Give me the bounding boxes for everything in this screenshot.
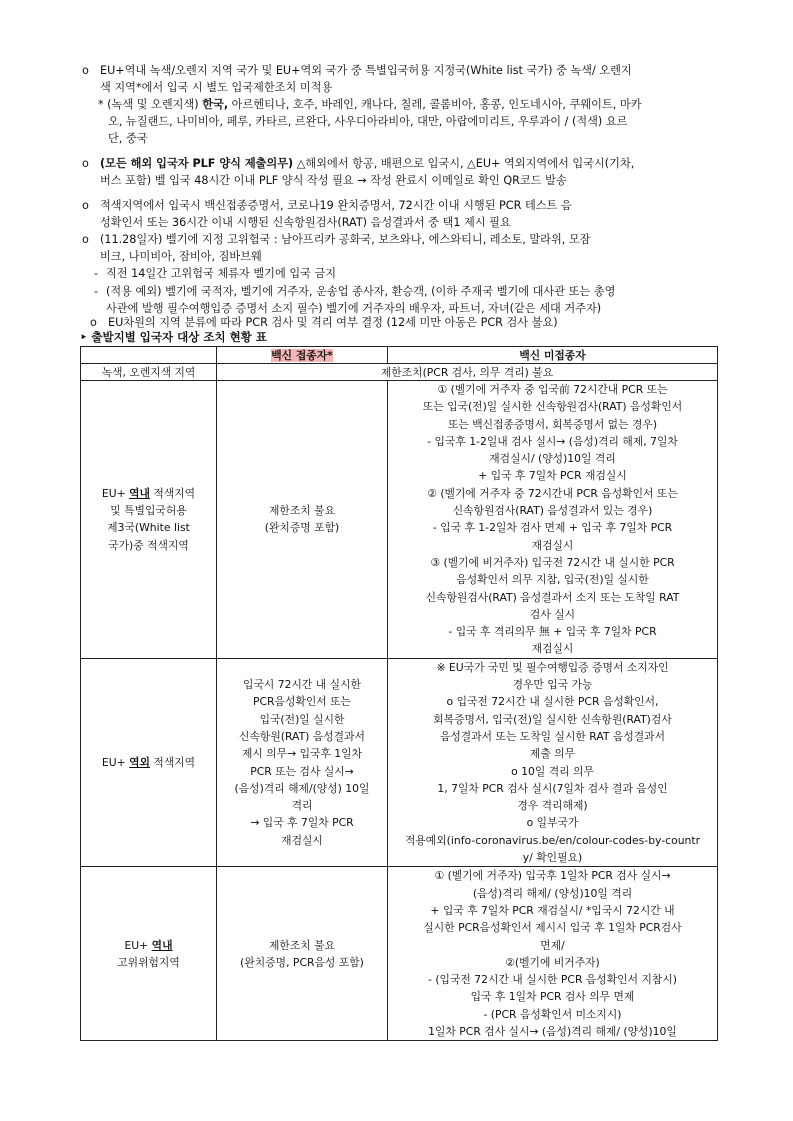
cell-line: 입국(전)일 실시한 [259,712,345,726]
table-row [81,658,718,867]
cell-line: o 10일 격리 의무 [511,764,594,778]
cell-line: 재검실시 [531,538,574,552]
bullet-circle: o [82,157,89,170]
region-underlined: 역외 [129,755,150,769]
paragraph-entry-ban [94,265,722,282]
cell-line: 재검실시/ (양성)10일 격리 [489,452,616,466]
cell-line: 1, 7일차 PCR 검사 실시(7일차 검사 결과 음성인 [437,781,668,795]
cell-line: 제한조치 불요 [268,938,335,952]
paragraph-eu-green-orange [82,62,722,96]
cell-line: 또는 백신접종증명서, 회복증명서 없는 경우) [447,417,658,431]
note-korea: 한국, [202,98,229,111]
cell-line: 제출 의무 [529,747,576,761]
text-line: EU+역내 녹색/오렌지 지역 국가 및 EU+역외 국가 중 특별입국허용 지정국(White list 국가) 중 녹색/ 오렌지 [100,64,632,77]
region-eu-outside-red [81,658,217,867]
table-header-row [81,347,718,364]
measure-green-orange: 제한조치(PCR 검사, 의무 격리) 불요 [217,364,718,381]
region-eu-inside-red [81,381,217,659]
text-line: (11.28일자) 벨기에 지정 고위험국 : 남아프리카 공화국, 보츠와나, 에스와티니, 레소토, 말라위, 모잠 [100,233,591,246]
cell-line: 신속항원(RAT) 음성결과서 [239,729,365,743]
cell-line: 면제/ [540,938,565,952]
paragraph-country-note [98,96,724,147]
cell-line: 음성결과서 또는 도착일 실시한 RAT 음성결과서 [439,729,666,743]
cell-line: - (입국전 72시간 내 실시한 PCR 음성확인서 지참시) [428,973,677,987]
region-line: 및 특별입국허용 [110,504,187,518]
text-line: 색 지역*에서 입국 시 별도 입국제한조치 미적용 [100,81,333,94]
region-prefix: EU+ [101,755,126,769]
cell-line: ②(벨기에 비거주자) [505,955,600,969]
text-line: EU차원의 지역 분류에 따라 PCR 검사 및 격리 여부 결정 (12세 미만 아동은 PCR 검사 불요) [108,316,558,329]
bullet-circle: o [82,233,89,246]
cell-line: 또는 입국(전)일 실시한 신속항원검사(RAT) 음성확인서 [422,400,683,414]
text-line: 직전 14일간 고위험국 체류자 벨기에 입국 금지 [106,267,337,280]
table-row [81,364,718,381]
region-prefix: EU+ [101,486,126,500]
unvaccinated-eu-inside-red [388,381,718,659]
header-empty [81,347,217,364]
cell-line: 음성확인서 의무 지참, 입국(전)일 실시한 [456,573,649,587]
paragraph-red-zone [82,197,722,231]
cell-line: PCR음성확인서 또는 [253,695,351,709]
cell-line: y/ 확인필요) [522,851,583,865]
text-line: (적용 예외) 벨기에 국적자, 벨기에 거주자, 운송업 종사자, 환승객, (이하 주재국 벨기에 대사관 또는 총영 [106,285,616,298]
cell-line: + 입국 후 7일차 PCR 재검실시 [478,469,627,483]
cell-line: ③ (벨기에 비거주자) 입국전 72시간 내 실시한 PCR [430,555,675,569]
vaccinated-eu-inside-high-risk [217,867,388,1041]
vaccinated-eu-outside-red [217,658,388,867]
cell-line: ① (벨기에 거주자 중 입국前 72시간내 PCR 또는 [437,383,668,396]
cell-line: 제한조치 불요 [268,504,335,518]
text-line: 버스 포함) 벨 입국 48시간 이내 PLF 양식 작성 필요 → 작성 완료시 이메일로 확인 QR코드 발송 [100,174,567,187]
paragraph-exceptions [94,283,722,317]
cell-line: - 입국후 1-2일내 검사 실시→ (음성)격리 해제, 7일차 [427,434,678,448]
region-suffix: 적색지역 [153,486,196,500]
cell-line: 실시한 PCR음성확인서 제시시 입국 후 1일차 PCR검사 [423,921,682,935]
region-green-orange: 녹색, 오렌지색 지역 [81,364,217,381]
cell-line: (음성)격리 해제/(양성) 10일 [234,781,370,795]
text-line: 비크, 나미비아, 잠비아, 짐바브웨 [100,250,262,263]
bullet-circle: o [82,64,89,77]
cell-line: → 입국 후 7일차 PCR [250,816,354,830]
paragraph-high-risk [82,231,722,265]
vaccinated-eu-inside-red [217,381,388,659]
entry-measures-table [80,346,718,1041]
section-title: ‣ 출발지별 입국자 대상 조치 현황 표 [80,330,267,344]
note-prefix: * (녹색 및 오렌지색) [98,98,199,111]
cell-line: - (PCR 음성확인서 미소지시) [483,1007,622,1021]
cell-line: 적용예외(info-coronavirus.be/en/colour-codes-by-countr [404,833,701,847]
header-unvaccinated-label: 백신 미접종자 [519,348,586,362]
cell-line: 재검실시 [531,642,574,656]
region-eu-inside-high-risk [81,867,217,1041]
unvaccinated-eu-inside-high-risk [388,867,718,1041]
text-line: 단, 중국 [108,132,148,145]
cell-line: 신속항원검사(RAT) 음성결과서 소지 또는 도착일 RAT [425,590,680,604]
header-unvaccinated [388,347,718,364]
cell-line: PCR 또는 검사 실시→ [250,764,354,778]
text-line: 오, 뉴질랜드, 나미비아, 페루, 카타르, 르완다, 사우디아라비아, 대만, 아랍에미리트, 우루과이 / (적색) 요르 [108,115,628,128]
table-row [81,867,718,1041]
cell-line: (완치증명 포함) [264,521,340,535]
cell-line: - 입국 후 1-2일차 검사 면제 + 입국 후 7일차 PCR [432,521,673,535]
cell-line: (음성)격리 해제/ (양성)10일 격리 [472,886,633,900]
cell-line: 재검실시 [281,833,323,847]
cell-line: 제시 의무→ 입국후 1일차 [241,747,363,761]
cell-line: 격리 [291,799,313,813]
cell-line: 경우만 입국 가능 [512,678,593,692]
cell-line: + 입국 후 7일차 PCR 재검실시/ *입국시 72시간 내 [430,903,675,917]
cell-line: 검사 실시 [529,607,576,621]
table-row [81,381,718,659]
cell-line: (완치증명, PCR음성 포함) [240,955,364,969]
cell-line: 1일차 PCR 검사 실시→ (음성)격리 해제/ (양성)10일 [428,1024,677,1038]
bullet-circle: o [90,316,97,329]
cell-line: ② (벨기에 거주자 중 72시간내 PCR 음성확인서 또는 [427,486,678,500]
paragraph-plf [82,155,722,189]
text-line: 아르헨티나, 호주, 바레인, 캐나다, 칠레, 콜롬비아, 홍콩, 인도네시아, 쿠웨이트, 마카 [231,98,642,111]
cell-line: o 입국전 72시간 내 실시한 PCR 음성확인서, [446,695,659,709]
cell-line: 경우 격리해제) [517,799,588,813]
header-vaccinated [217,347,388,364]
region-suffix: 적색지역 [153,755,196,769]
cell-line: 입국 후 1일차 PCR 검사 의무 면제 [470,990,635,1004]
text-line: 적색지역에서 입국시 백신접종증명서, 코로나19 완치증명서, 72시간 이내 시행된 PCR 테스트 음 [100,199,572,212]
region-line: 제3국(White list [107,521,190,535]
region-prefix: EU+ [124,938,149,952]
region-underlined: 역내 [151,938,173,952]
cell-line: 입국시 72시간 내 실시한 [243,678,361,692]
text-line: △해외에서 항공, 배편으로 입국시, △EU+ 역외지역에서 입국시(기차, [296,157,635,170]
cell-line: o 일부국가 [526,816,579,830]
header-vaccinated-label: 백신 접종자* [271,348,333,362]
region-underlined: 역내 [129,486,150,500]
cell-line: 회복증명서, 입국(전)일 실시한 신속항원(RAT)검사 [433,712,672,726]
bullet-dash: - [94,285,99,298]
plf-bold-heading: (모든 해외 입국자 PLF 양식 제출의무) [100,157,294,170]
unvaccinated-eu-outside-red [388,658,718,867]
text-line: 사관에 발행 필수여행입증 증명서 소지 필수) 벨기에 거주자의 배우자, 파트너, 자녀(같은 세대 거주자) [106,302,602,315]
cell-line: - 입국 후 격리의무 無 + 입국 후 7일차 PCR [448,625,657,639]
cell-line: ※ EU국가 국민 및 필수여행입증 증명서 소지자인 [436,660,669,674]
bullet-dash: - [94,267,99,280]
region-line: 국가)중 적색지역 [108,538,189,552]
text-line: 성확인서 또는 36시간 이내 시행된 신속항원검사(RAT) 음성결과서 중 택1 제시 필요 [100,216,511,229]
cell-line: ① (벨기에 거주자) 입국후 1일차 PCR 검사 실시→ [434,869,671,883]
cell-line: 신속항원검사(RAT) 음성결과서 있는 경우) [452,504,653,518]
bullet-circle: o [82,199,89,212]
region-line: 고위위험지역 [117,955,180,969]
